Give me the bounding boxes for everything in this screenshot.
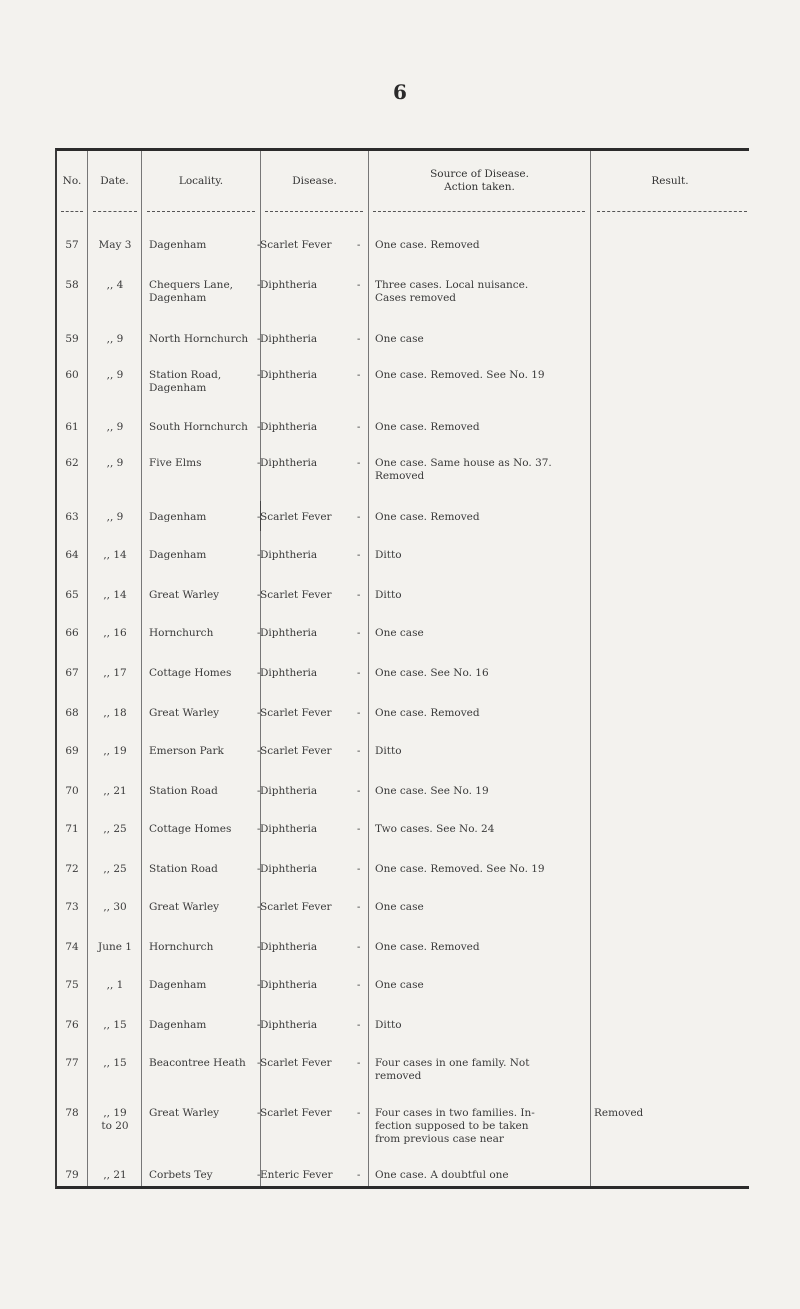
leader-dash: - [357, 864, 361, 875]
row-disease: Diphtheria [260, 279, 318, 291]
header-rule [93, 211, 137, 212]
row-locality: Cottage Homes [149, 667, 232, 679]
row-date: ,, 9 [106, 421, 124, 433]
leader-dash: - [357, 1020, 361, 1031]
row-number: 70 [65, 785, 79, 797]
row-locality: Dagenham [149, 979, 207, 991]
row-disease: Diphtheria [260, 823, 318, 835]
row-source: One case. See No. 19 [375, 785, 489, 797]
row-date: ,, 25 [103, 823, 127, 835]
row-date: ,, 14 [103, 589, 127, 601]
header-locality: Locality. [178, 174, 224, 187]
row-number: 60 [65, 369, 79, 381]
row-source: One case. A doubtful one [375, 1169, 509, 1181]
leader-dash: - [257, 864, 261, 875]
row-date: ,, 14 [103, 549, 127, 561]
row-source: Ditto [375, 745, 402, 757]
row-number: 62 [65, 457, 79, 469]
row-number: 75 [65, 979, 79, 991]
header-rule [147, 211, 255, 212]
row-locality: Chequers Lane, Dagenham [149, 279, 233, 304]
row-source: Two cases. See No. 24 [375, 823, 495, 835]
row-number: 74 [65, 941, 79, 953]
leader-dash: - [357, 746, 361, 757]
row-locality: Corbets Tey [149, 1169, 213, 1181]
header-date: Date. [100, 174, 129, 187]
row-source: Four cases in two families. In- fection supposed to be taken from previous case near [375, 1107, 535, 1145]
leader-dash: - [357, 980, 361, 991]
leader-dash: - [357, 422, 361, 433]
row-disease: Scarlet Fever [260, 1057, 332, 1069]
leader-dash: - [357, 902, 361, 913]
column-divider [87, 151, 88, 1186]
header-rule [61, 211, 83, 212]
row-disease: Scarlet Fever [260, 511, 332, 523]
row-locality: Hornchurch [149, 627, 214, 639]
leader-dash: - [357, 240, 361, 251]
row-source: One case. Removed [375, 707, 480, 719]
row-date: ,, 25 [103, 863, 127, 875]
column-divider [141, 151, 142, 1186]
row-date: May 3 [98, 239, 132, 251]
header-no: No. [62, 174, 82, 187]
leader-dash: - [357, 590, 361, 601]
row-disease: Diphtheria [260, 785, 318, 797]
row-locality: Hornchurch [149, 941, 214, 953]
row-date: June 1 [98, 941, 132, 953]
row-locality: Dagenham [149, 549, 207, 561]
leader-dash: - [357, 628, 361, 639]
leader-dash: - [257, 1170, 261, 1181]
row-date: ,, 19 [103, 745, 127, 757]
row-number: 69 [65, 745, 79, 757]
row-date: ,, 15 [103, 1019, 127, 1031]
row-number: 63 [65, 511, 79, 523]
row-disease: Scarlet Fever [260, 239, 332, 251]
row-locality: Dagenham [149, 239, 207, 251]
row-disease: Diphtheria [260, 333, 318, 345]
row-locality: North Hornchurch [149, 333, 249, 345]
leader-dash: - [257, 512, 261, 523]
row-disease: Scarlet Fever [260, 1107, 332, 1119]
row-date: ,, 9 [106, 369, 124, 381]
leader-dash: - [357, 1170, 361, 1181]
row-locality: South Hornchurch [149, 421, 248, 433]
row-disease: Diphtheria [260, 457, 318, 469]
row-number: 77 [65, 1057, 79, 1069]
row-locality: Cottage Homes [149, 823, 232, 835]
row-date: ,, 4 [106, 279, 124, 291]
row-number: 57 [65, 239, 79, 251]
header-rule [265, 211, 363, 212]
row-number: 73 [65, 901, 79, 913]
row-locality: Great Warley [149, 707, 220, 719]
leader-dash: - [357, 1108, 361, 1119]
leader-dash: - [257, 746, 261, 757]
row-date: ,, 16 [103, 627, 127, 639]
leader-dash: - [357, 458, 361, 469]
row-disease: Scarlet Fever [260, 589, 332, 601]
row-locality: Station Road [149, 863, 218, 875]
row-source: Ditto [375, 589, 402, 601]
row-disease: Scarlet Fever [260, 745, 332, 757]
row-source: One case. Removed [375, 421, 480, 433]
row-locality: Emerson Park [149, 745, 224, 757]
row-source: Ditto [375, 549, 402, 561]
leader-dash: - [257, 550, 261, 561]
row-disease: Scarlet Fever [260, 707, 332, 719]
row-locality: Great Warley [149, 1107, 220, 1119]
row-number: 68 [65, 707, 79, 719]
page-number: 6 [393, 80, 407, 104]
leader-dash: - [357, 370, 361, 381]
row-result: Removed [594, 1107, 644, 1119]
leader-dash: - [257, 902, 261, 913]
row-number: 72 [65, 863, 79, 875]
row-date: ,, 9 [106, 333, 124, 345]
row-number: 76 [65, 1019, 79, 1031]
row-source: One case [375, 901, 424, 913]
row-locality: Station Road [149, 785, 218, 797]
row-number: 66 [65, 627, 79, 639]
row-disease: Diphtheria [260, 549, 318, 561]
leader-dash: - [357, 942, 361, 953]
leader-dash: - [257, 1058, 261, 1069]
row-number: 67 [65, 667, 79, 679]
row-locality: Great Warley [149, 589, 220, 601]
row-disease: Diphtheria [260, 667, 318, 679]
row-disease: Scarlet Fever [260, 901, 332, 913]
row-number: 65 [65, 589, 79, 601]
leader-dash: - [357, 334, 361, 345]
row-locality: Dagenham [149, 1019, 207, 1031]
row-disease: Diphtheria [260, 369, 318, 381]
row-locality: Dagenham [149, 511, 207, 523]
row-source: One case [375, 979, 424, 991]
row-source: One case [375, 333, 424, 345]
row-source: Three cases. Local nuisance. Cases removed [375, 279, 529, 304]
header-source: Source of Disease. Action taken. [430, 168, 529, 193]
leader-dash: - [257, 422, 261, 433]
leader-dash: - [257, 980, 261, 991]
leader-dash: - [357, 1058, 361, 1069]
row-number: 71 [65, 823, 79, 835]
row-disease: Diphtheria [260, 627, 318, 639]
leader-dash: - [257, 708, 261, 719]
row-source: One case. Removed. See No. 19 [375, 369, 545, 381]
row-disease: Diphtheria [260, 421, 318, 433]
row-disease: Enteric Fever [260, 1169, 333, 1181]
header-result: Result. [651, 174, 689, 187]
leader-dash: - [357, 550, 361, 561]
leader-dash: - [357, 668, 361, 679]
row-locality: Beacontree Heath [149, 1057, 246, 1069]
row-source: One case. Removed [375, 239, 480, 251]
leader-dash: - [257, 590, 261, 601]
row-date: ,, 1 [106, 979, 124, 991]
leader-dash: - [257, 628, 261, 639]
row-disease: Diphtheria [260, 863, 318, 875]
header-rule [373, 211, 585, 212]
row-date: ,, 21 [103, 785, 127, 797]
row-date: ,, 19 to 20 [101, 1107, 129, 1132]
row-source: One case. Same house as No. 37. Removed [375, 457, 552, 482]
row-source: One case [375, 627, 424, 639]
row-number: 78 [65, 1107, 79, 1119]
row-date: ,, 18 [103, 707, 127, 719]
leader-dash: - [257, 458, 261, 469]
leader-dash: - [257, 1020, 261, 1031]
row-source: One case. See No. 16 [375, 667, 489, 679]
leader-dash: - [357, 708, 361, 719]
row-source: Ditto [375, 1019, 402, 1031]
row-disease: Diphtheria [260, 941, 318, 953]
notification-table [55, 148, 749, 1189]
row-source: Four cases in one family. Not removed [375, 1057, 530, 1082]
row-source: One case. Removed [375, 941, 480, 953]
row-date: ,, 9 [106, 511, 124, 523]
leader-dash: - [357, 786, 361, 797]
leader-dash: - [257, 942, 261, 953]
row-locality: Great Warley [149, 901, 220, 913]
leader-dash: - [357, 280, 361, 291]
row-date: ,, 30 [103, 901, 127, 913]
row-number: 58 [65, 279, 79, 291]
row-disease: Diphtheria [260, 1019, 318, 1031]
row-date: ,, 17 [103, 667, 127, 679]
leader-dash: - [257, 280, 261, 291]
row-number: 61 [65, 421, 79, 433]
row-source: One case. Removed. See No. 19 [375, 863, 545, 875]
row-date: ,, 9 [106, 457, 124, 469]
leader-dash: - [357, 512, 361, 523]
row-number: 64 [65, 549, 79, 561]
row-date: ,, 15 [103, 1057, 127, 1069]
row-number: 59 [65, 333, 79, 345]
leader-dash: - [257, 240, 261, 251]
row-date: ,, 21 [103, 1169, 127, 1181]
row-number: 79 [65, 1169, 79, 1181]
leader-dash: - [257, 668, 261, 679]
row-locality: Five Elms [149, 457, 202, 469]
leader-dash: - [257, 824, 261, 835]
row-locality: Station Road, Dagenham [149, 369, 222, 394]
row-source: One case. Removed [375, 511, 480, 523]
leader-dash: - [357, 824, 361, 835]
header-rule [597, 211, 747, 212]
row-disease: Diphtheria [260, 979, 318, 991]
leader-dash: - [257, 370, 261, 381]
leader-dash: - [257, 1108, 261, 1119]
leader-dash: - [257, 786, 261, 797]
leader-dash: - [257, 334, 261, 345]
header-disease: Disease. [292, 174, 337, 187]
